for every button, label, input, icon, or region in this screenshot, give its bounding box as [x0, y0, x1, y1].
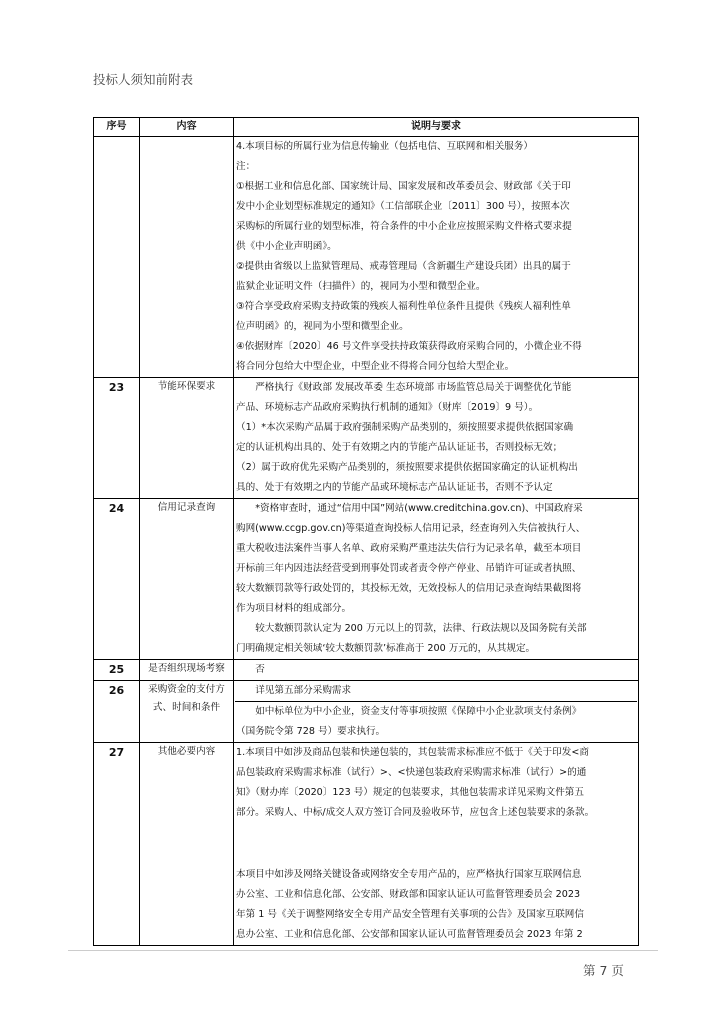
- desc-line: ④依据财库〔2020〕46 号文件享受扶持政策获得政府采购合同的，小微企业不得: [236, 341, 582, 352]
- desc-line: 1.本项目中如涉及商品包装和快递包装的，其包装需求标准应不低于《关于印发<商: [236, 747, 589, 758]
- row-description: [234, 743, 639, 946]
- row-description: [234, 681, 639, 743]
- col-header-description: 说明与要求: [234, 118, 639, 137]
- desc-line: 办公室、工业和信息化部、公安部、财政部和国家认证认可监督管理委员会 2023: [236, 889, 581, 900]
- row-description: [234, 660, 639, 681]
- col-header-content: 内容: [140, 118, 234, 137]
- table-header-row: [94, 118, 639, 137]
- desc-line: 发中小企业划型标准规定的通知》（工信部联企业〔2011〕300 号），按照本次: [236, 201, 570, 212]
- table-row: [94, 681, 639, 743]
- col-header-seq: 序号: [94, 118, 140, 137]
- table-row: [94, 137, 639, 378]
- row-item: 是否组织现场考察: [140, 660, 234, 681]
- table-row: [94, 660, 639, 681]
- desc-line: 供《中小企业声明函》。: [236, 241, 337, 252]
- table-row: [94, 743, 639, 946]
- row-number: 23: [94, 378, 140, 499]
- desc-line: 本项目中如涉及网络关键设备或网络安全专用产品的，应严格执行国家互联网信息: [236, 869, 582, 880]
- desc-line: 定的认证机构出具的、处于有效期之内的节能产品认证证书，否则投标无效；: [236, 442, 563, 453]
- desc-line: （1）*本次采购产品属于政府强制采购产品类别的，须按照要求提供依据国家确: [236, 422, 574, 433]
- desc-line: 较大数额罚款等行政处罚的，其投标无效，无效投标人的信用记录查询结果截图将: [236, 583, 582, 594]
- row-description: [234, 499, 639, 660]
- desc-line: 作为项目材料的组成部分。: [236, 603, 352, 614]
- desc-line: 注：: [236, 161, 256, 172]
- desc-line: ③符合享受政府采购支持政策的残疾人福利性单位条件且提供《残疾人福利性单: [236, 301, 571, 312]
- row-item: [140, 137, 234, 378]
- footer-divider: [68, 950, 658, 951]
- row-number: 24: [94, 499, 140, 660]
- desc-line: 采购标的所属行业的划型标准，符合条件的中小企业应按照采购文件格式要求提: [236, 221, 572, 232]
- desc-line: 将合同分包给大中型企业，中型企业不得将合同分包给大型企业。: [236, 361, 515, 372]
- desc-line: 监狱企业证明文件（扫描件）的，视同为小型和微型企业。: [236, 281, 486, 292]
- row-number: [94, 137, 140, 378]
- paragraph-gap: [236, 823, 636, 865]
- bid-instructions-table: [93, 117, 639, 946]
- desc-line: （国务院令第 728 号）要求执行。: [236, 726, 386, 737]
- desc-line: （2）属于政府优先采购产品类别的，须按照要求提供依据国家确定的认证机构出: [236, 462, 578, 473]
- desc-line: 具的、处于有效期之内的节能产品或环境标志产品认证证书，否则不予认定: [236, 482, 553, 493]
- desc-line: 如中标单位为中小企业，资金支付等事项按照《保障中小企业款项支付条例》: [255, 706, 582, 717]
- row-number: 25: [94, 660, 140, 681]
- desc-line: 品包装政府采购需求标准（试行）>、<快递包装政府采购需求标准（试行）>的通: [236, 767, 587, 778]
- page-number: 第 7 页: [583, 963, 624, 978]
- row-number: 26: [94, 681, 140, 743]
- desc-line: 否: [255, 664, 265, 675]
- row-description: [234, 378, 639, 499]
- desc-line: 部分。采购人、中标/成交人双方签订合同及验收环节，应包含上述包装要求的条款。: [236, 807, 595, 818]
- table-row: [94, 378, 639, 499]
- row-number: 27: [94, 743, 140, 946]
- desc-line: 重大税收违法案件当事人名单、政府采购严重违法失信行为记录名单，截至本项目: [236, 543, 582, 554]
- row-item: 节能环保要求: [140, 378, 234, 499]
- desc-line: 年第 1 号《关于调整网络安全专用产品安全管理有关事项的公告》及国家互联网信: [236, 909, 584, 920]
- row-item: 采购资金的支付方式、时间和条件: [140, 681, 234, 743]
- desc-line: 位声明函》的，视同为小型和微型企业。: [236, 321, 409, 332]
- desc-line: 较大数额罚款认定为 200 万元以上的罚款，法律、行政法规以及国务院有关部: [255, 623, 587, 634]
- desc-line: ①根据工业和信息化部、国家统计局、国家发展和改革委员会、财政部《关于印: [236, 181, 571, 192]
- desc-line: 产品、环境标志产品政府采购执行机制的通知》（财库〔2019〕9 号）。: [236, 402, 539, 413]
- desc-line: 详见第五部分采购需求: [255, 685, 352, 696]
- desc-line: 知》（财办库〔2020〕123 号）规定的包装要求，其他包装需求详见采购文件第五: [236, 787, 584, 798]
- desc-line: 开标前三年内因违法经营受到刑事处罚或者责令停产停业、吊销许可证或者执照、: [236, 563, 582, 574]
- desc-line: ②提供由省级以上监狱管理局、戒毒管理局（含新疆生产建设兵团）出具的属于: [236, 261, 571, 272]
- row-item: 信用记录查询: [140, 499, 234, 660]
- row-item: 其他必要内容: [140, 743, 234, 946]
- page-header: 投标人须知前附表: [93, 72, 194, 87]
- desc-line: *资格审查时，通过“信用中国”网站(www.creditchina.gov.cn)、中国政府采: [255, 503, 583, 514]
- desc-line: 严格执行《财政部 发展改革委 生态环境部 市场监管总局关于调整优化节能: [255, 382, 572, 393]
- desc-line: 购网(www.ccgp.gov.cn)等渠道查询投标人信用记录，经查询列入失信被执行人、: [236, 523, 586, 534]
- row-description: [234, 137, 639, 378]
- desc-line: 门明确规定相关领域‘较大数额罚款’标准高于 200 万元的，从其规定。: [236, 643, 536, 654]
- desc-line: 息办公室、工业和信息化部、公安部和国家认证认可监督管理委员会 2023 年第 2: [236, 929, 583, 940]
- table-row: [94, 499, 639, 660]
- desc-line: 4.本项目标的所属行业为信息传输业（包括电信、互联网和相关服务）: [236, 141, 533, 152]
- desc-subcell: [235, 701, 637, 742]
